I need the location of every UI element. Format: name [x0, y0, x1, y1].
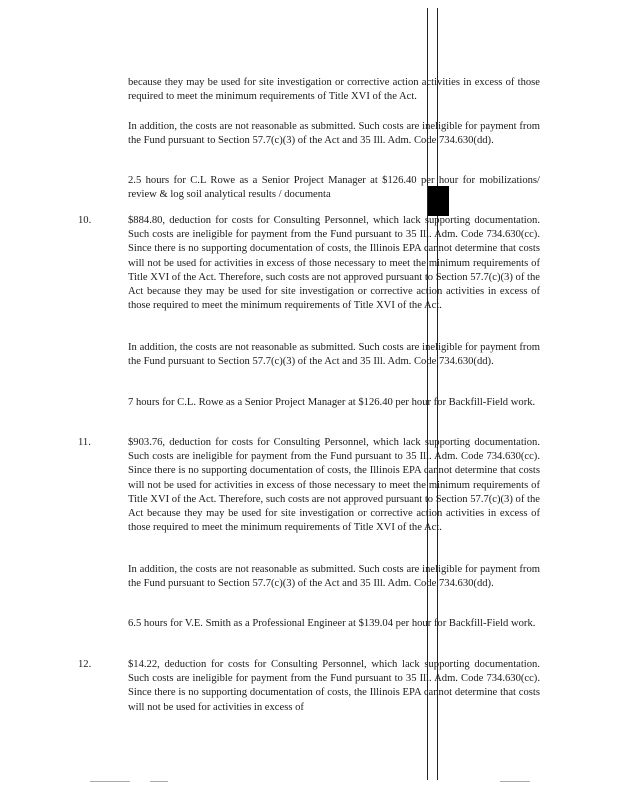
paragraph-item-11: $903.76, deduction for costs for Consulting Personnel, which lack supporting documentation. Such costs are ineligible for payment from the Fund pursuant to 35 Ill. Adm. Code 734.630(cc). Since there is no supporting documentation of costs, the Illinois EPA cannot determine that costs will not be used for activities in excess of those necessary to meet the minimum requirements of Title XVI of the Act. Therefore, such costs are not approved pursuant to Section 57.7(c)(3) of the Act because they may be used for site investigation or corrective action activities in excess of those required to meet the minimum requirements of Title XVI of the Act. — [128, 437, 540, 534]
paragraph-hours-3: 6.5 hours for V.E. Smith as a Professional Engineer at $139.04 per hour for Backfill-Field work. — [128, 618, 536, 629]
paragraph-item-12: $14.22, deduction for costs for Consulting Personnel, which lack supporting documentation. Such costs are ineligible for payment from the Fund pursuant to 35 Ill. Adm. Code 734.630(cc). Since there is no supporting documentation of costs, the Illinois EPA cannot determine that costs will not be used for activities in excess of — [128, 659, 540, 713]
paragraph-continuation: because they may be used for site investigation or corrective action activities in excess of those required to meet the minimum requirements of Title XVI of the Act. — [128, 77, 540, 103]
paragraph-reasonable-3: In addition, the costs are not reasonable as submitted. Such costs are ineligible for payment from the Fund pursuant to Section 57.7(c)(3) of the Act and 35 Ill. Adm. Code 734.630(dd). — [128, 564, 540, 590]
footer-scan-mark — [150, 781, 168, 782]
paragraph-hours-2: 7 hours for C.L. Rowe as a Senior Project Manager at $126.40 per hour for Backfill-Field work. — [128, 397, 536, 408]
item-number-11: 11. — [78, 437, 91, 448]
paragraph-hours-1: 2.5 hours for C.L Rowe as a Senior Project Manager at $126.40 per hour for mobilizations/ review & log soil analytical results / documenta — [128, 175, 540, 201]
paragraph-reasonable-2: In addition, the costs are not reasonable as submitted. Such costs are ineligible for payment from the Fund pursuant to Section 57.7(c)(3) of the Act and 35 Ill. Adm. Code 734.630(dd). — [128, 342, 540, 368]
paragraph-item-10: $884.80, deduction for costs for Consulting Personnel, which lack supporting documentation. Such costs are ineligible for payment from the Fund pursuant to 35 Ill. Adm. Code 734.630(cc). Since there is no supporting documentation of costs, the Illinois EPA cannot determine that costs will not be used for activities in excess of those necessary to meet the minimum requirements of Title XVI of the Act. Therefore, such costs are not approved pursuant to Section 57.7(c)(3) of the Act because they may be used for site investigation or corrective action activities in excess of those required to meet the minimum requirements of Title XVI of the Act. — [128, 215, 540, 312]
item-number-12: 12. — [78, 659, 92, 670]
footer-scan-mark — [500, 781, 530, 782]
paragraph-reasonable-1: In addition, the costs are not reasonable as submitted. Such costs are ineligible for payment from the Fund pursuant to Section 57.7(c)(3) of the Act and 35 Ill. Adm. Code 734.630(dd). — [128, 121, 540, 147]
footer-scan-mark — [90, 781, 130, 782]
item-number-10: 10. — [78, 215, 92, 226]
